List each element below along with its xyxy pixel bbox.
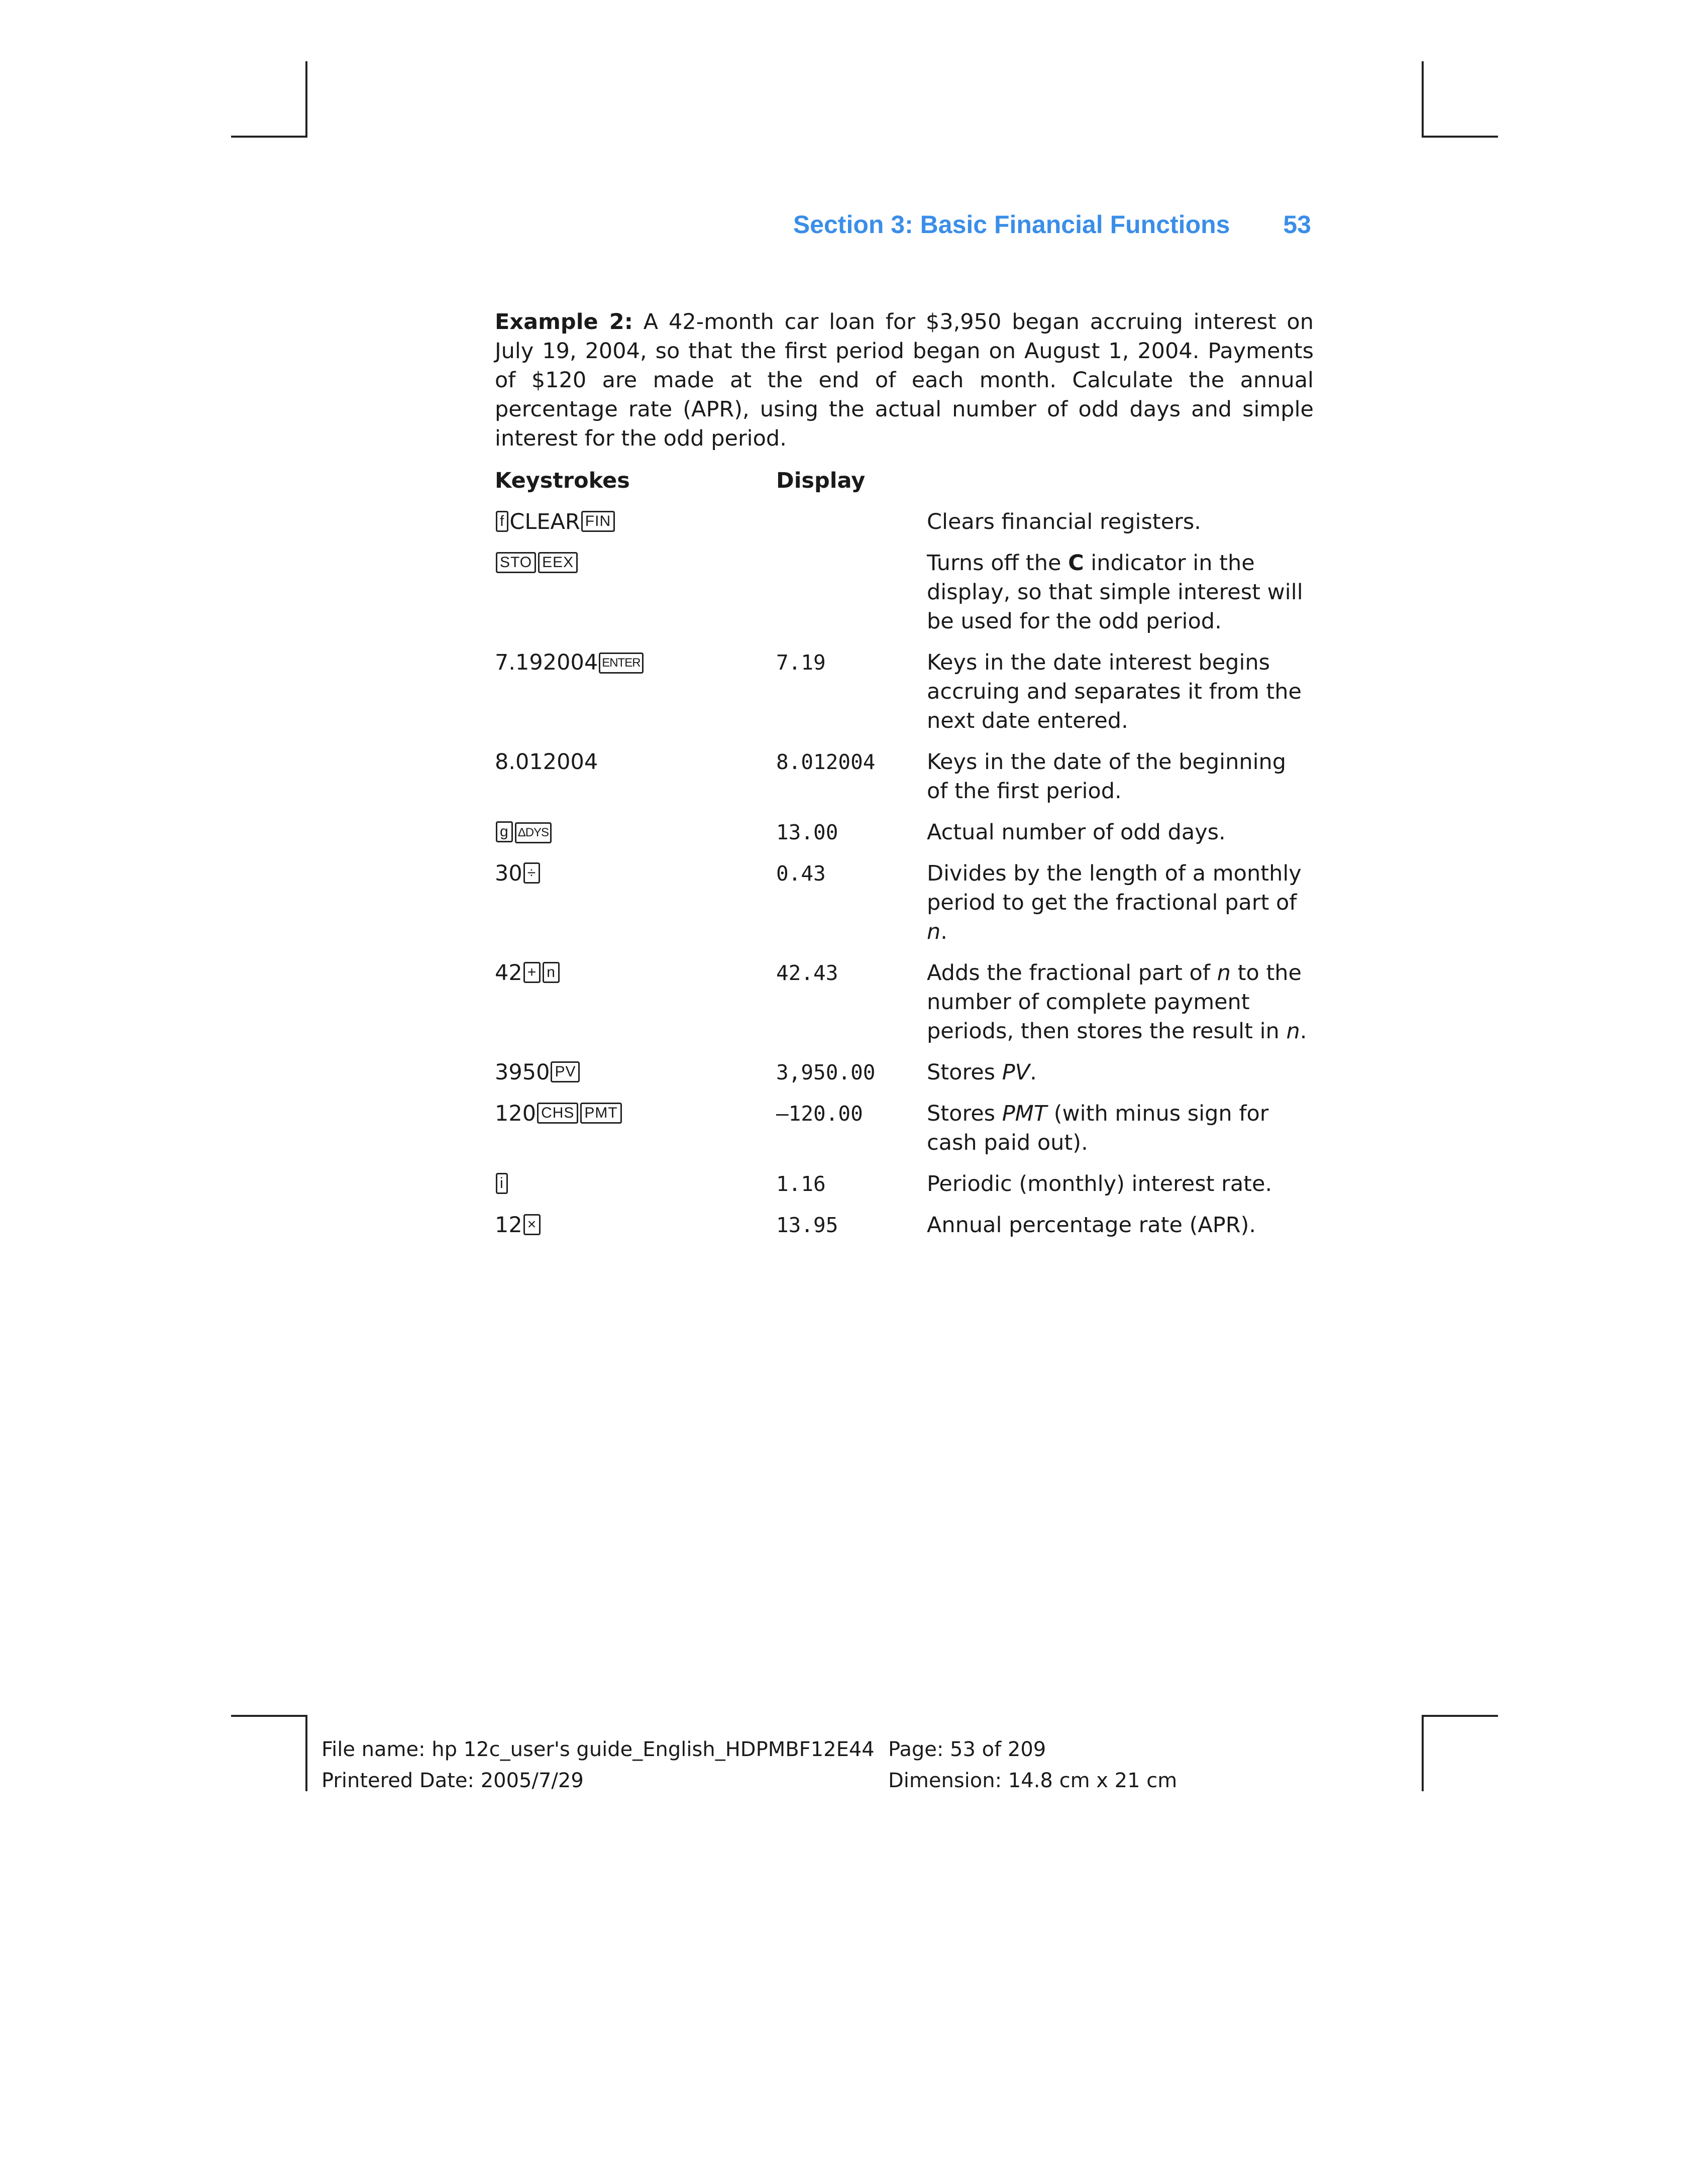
display-cell: 3,950.00 (776, 1060, 876, 1084)
display-cell: –120.00 (776, 1102, 863, 1126)
example-label: Example 2: (495, 309, 633, 335)
keystroke-number: 3950 (495, 1060, 550, 1085)
keystrokes-header: Keystrokes (495, 468, 630, 493)
description-text: Clears financial registers. (927, 509, 1201, 534)
display-cell: 13.00 (776, 820, 838, 844)
description-cell (927, 648, 1314, 747)
footer-page: Page: 53 of 209 (888, 1738, 1046, 1761)
description-text: to the number of complete payment periods, then stores the result in (927, 960, 1302, 1044)
description-text: . (1300, 1019, 1307, 1044)
keystroke-number: 42 (495, 960, 522, 986)
display-cell: 13.95 (776, 1213, 838, 1237)
table-row (495, 549, 1314, 648)
crop-mark-bottom-left-v (305, 1715, 307, 1791)
page-content (495, 307, 1314, 1252)
description-text: Divides by the length of a monthly period to get the fractional part of (927, 861, 1302, 915)
description-text: Annual percentage rate (APR). (927, 1213, 1256, 1238)
calculator-key: n (543, 962, 560, 983)
calculator-key: PMT (580, 1103, 621, 1124)
variable-name: PMT (1002, 1101, 1047, 1126)
keystroke-cell (495, 1099, 776, 1169)
keystroke-cell (495, 648, 776, 747)
description-text: (with minus sign for cash paid out). (927, 1101, 1269, 1155)
keystroke-cell (495, 1211, 776, 1252)
variable-name: n (1217, 960, 1231, 986)
calculator-key: FIN (581, 511, 615, 532)
display-cell: 0.43 (776, 861, 826, 886)
description-text: Keys in the date interest begins accruing and separates it from the next date entered. (927, 650, 1302, 733)
table-row (495, 818, 1314, 859)
table-row (495, 1169, 1314, 1211)
table-row (495, 1099, 1314, 1169)
table-header-row (495, 466, 1314, 507)
indicator-label: C (1068, 551, 1084, 576)
keystroke-table (495, 466, 1314, 1252)
crop-mark-top-left-v (305, 61, 307, 138)
keystroke-cell (495, 1169, 776, 1211)
footer-dimension: Dimension: 14.8 cm x 21 cm (888, 1769, 1178, 1792)
description-text: Actual number of odd days. (927, 820, 1226, 845)
crop-mark-top-right-h (1422, 136, 1498, 138)
keystroke-cell (495, 1058, 776, 1099)
keystroke-cell (495, 507, 776, 549)
description-cell (927, 818, 1314, 859)
calculator-key: EEX (538, 552, 578, 573)
description-cell (927, 958, 1314, 1058)
keystroke-number: 12 (495, 1213, 522, 1238)
display-cell (776, 507, 927, 549)
variable-name: n (1286, 1019, 1300, 1044)
keystroke-cell (495, 549, 776, 648)
crop-mark-bottom-right-v (1422, 1715, 1424, 1791)
calculator-key: f (496, 511, 508, 532)
keystroke-label: CLEAR (509, 509, 580, 534)
calculator-key: ΔDYS (515, 822, 552, 843)
table-row (495, 958, 1314, 1058)
description-text: . (1030, 1060, 1037, 1085)
description-cell (927, 747, 1314, 818)
keystroke-cell (495, 859, 776, 958)
description-cell (927, 507, 1314, 549)
variable-name: n (927, 919, 941, 944)
description-text: Stores (927, 1101, 1002, 1126)
description-header (927, 466, 1314, 507)
display-cell (776, 549, 927, 648)
description-text: Stores (927, 1060, 1002, 1085)
crop-mark-bottom-left-h (231, 1715, 307, 1717)
keystroke-number: 30 (495, 861, 522, 886)
table-row (495, 747, 1314, 818)
crop-mark-bottom-right-h (1422, 1715, 1498, 1717)
table-row (495, 507, 1314, 549)
display-header: Display (776, 468, 866, 493)
footer-file-name: File name: hp 12c_user's guide_English_HDPMBF12E44 (322, 1738, 875, 1761)
keystroke-cell (495, 818, 776, 859)
description-text: . (940, 919, 947, 944)
calculator-key: ÷ (523, 862, 540, 884)
calculator-key: × (523, 1214, 541, 1235)
footer-printed-date: Printered Date: 2005/7/29 (322, 1769, 584, 1792)
display-cell: 42.43 (776, 961, 838, 985)
keystroke-rows (495, 507, 1314, 1252)
description-cell (927, 549, 1314, 648)
display-cell: 7.19 (776, 650, 826, 675)
calculator-key: + (523, 962, 541, 983)
table-row (495, 648, 1314, 747)
display-cell: 8.012004 (776, 750, 876, 774)
description-cell (927, 859, 1314, 958)
description-text: Adds the fractional part of (927, 960, 1217, 986)
running-header (522, 210, 1311, 239)
description-text: indicator in the display, so that simple interest will be used for the odd period. (927, 551, 1303, 634)
crop-mark-top-right-v (1422, 61, 1424, 138)
calculator-key: ENTER (599, 652, 643, 674)
description-cell (927, 1169, 1314, 1211)
crop-mark-top-left-h (231, 136, 307, 138)
keystroke-cell (495, 747, 776, 818)
calculator-key: PV (551, 1061, 580, 1082)
description-text: Keys in the date of the beginning of the first period. (927, 749, 1287, 804)
section-title: Section 3: Basic Financial Functions (793, 210, 1230, 239)
keystroke-number: 8.012004 (495, 749, 598, 775)
page-number: 53 (1283, 210, 1311, 239)
table-row (495, 1058, 1314, 1099)
calculator-key: g (496, 821, 513, 842)
variable-name: PV (1002, 1060, 1030, 1085)
description-text: Periodic (monthly) interest rate. (927, 1171, 1272, 1196)
calculator-key: STO (496, 552, 536, 573)
table-row (495, 1211, 1314, 1252)
calculator-key: i (496, 1173, 508, 1194)
keystroke-number: 120 (495, 1101, 537, 1126)
table-row (495, 859, 1314, 958)
display-cell: 1.16 (776, 1172, 826, 1196)
calculator-key: CHS (537, 1103, 578, 1124)
description-cell (927, 1099, 1314, 1169)
keystroke-number: 7.192004 (495, 650, 598, 675)
description-text: Turns off the (927, 551, 1069, 576)
example-paragraph (495, 307, 1314, 453)
description-cell (927, 1211, 1314, 1252)
keystroke-cell (495, 958, 776, 1058)
description-cell (927, 1058, 1314, 1099)
example-text: A 42-month car loan for $3,950 began accruing interest on July 19, 2004, so that the first period began on August 1, 2004. Payments of $120 are made at the end of each month. Calculate the annual percentage rate (APR), using the actual number of odd days and simple interest for the odd period. (495, 309, 1314, 451)
